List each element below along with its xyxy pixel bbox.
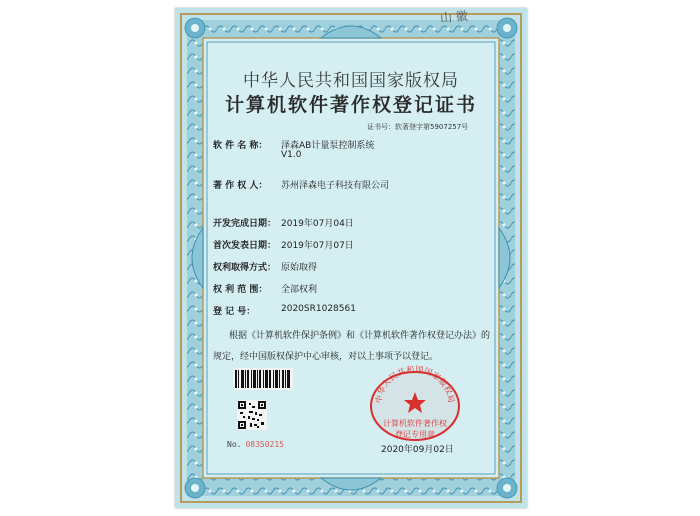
issuer-title: 中华人民共和国国家版权局 xyxy=(243,71,459,91)
serial-label: No. xyxy=(227,440,242,449)
software-version-value: V1.0 xyxy=(281,150,302,160)
certificate-title: 计算机软件著作权登记证书 xyxy=(224,94,477,116)
serial-number xyxy=(227,440,284,449)
seal-line-1: 计算机软件著作权 xyxy=(383,419,447,428)
rights-scope-value: 全部权利 xyxy=(281,285,318,295)
software-name-value: 泽森AB计量泵控制系统 xyxy=(281,141,375,151)
registration-no-value: 2020SR1028561 xyxy=(281,304,356,314)
copyright-owner-label: 著 作 权 人： xyxy=(213,181,268,191)
dev-completion-date-label: 开发完成日期： xyxy=(213,219,277,229)
certificate xyxy=(175,8,527,508)
registration-number xyxy=(367,122,468,132)
dev-completion-date-value: 2019年07月04日 xyxy=(281,219,354,229)
statement-line-2: 规定，经中国版权保护中心审核，对以上事项予以登记。 xyxy=(213,352,439,362)
seal-ring-text: 中华人民共和国国家版权局 xyxy=(373,364,457,405)
registration-no-label: 登 记 号： xyxy=(213,307,256,317)
registration-value: 软著登字第5907257号 xyxy=(395,123,469,131)
software-name-label: 软 件 名 称： xyxy=(213,141,268,151)
issue-date: 2020年09月02日 xyxy=(381,445,454,455)
first-publish-date-value: 2019年07月07日 xyxy=(281,241,354,251)
seal-line-2: 登记专用章 xyxy=(395,430,435,439)
barcode xyxy=(233,368,293,390)
qr-code xyxy=(237,400,267,430)
serial-value: 08350215 xyxy=(245,440,284,449)
acquisition-method-label: 权利取得方式： xyxy=(213,263,277,273)
registration-label: 证书号： xyxy=(367,123,395,131)
copyright-owner-value: 苏州泽森电子科技有限公司 xyxy=(281,181,390,191)
acquisition-method-value: 原始取得 xyxy=(281,263,318,273)
statement-line-1: 根据《计算机软件保护条例》和《计算机软件著作权登记办法》的 xyxy=(229,331,491,341)
handwritten-note: 山 徽 xyxy=(439,9,469,25)
rights-scope-label: 权 利 范 围： xyxy=(213,285,268,295)
first-publish-date-label: 首次发表日期： xyxy=(213,241,277,251)
